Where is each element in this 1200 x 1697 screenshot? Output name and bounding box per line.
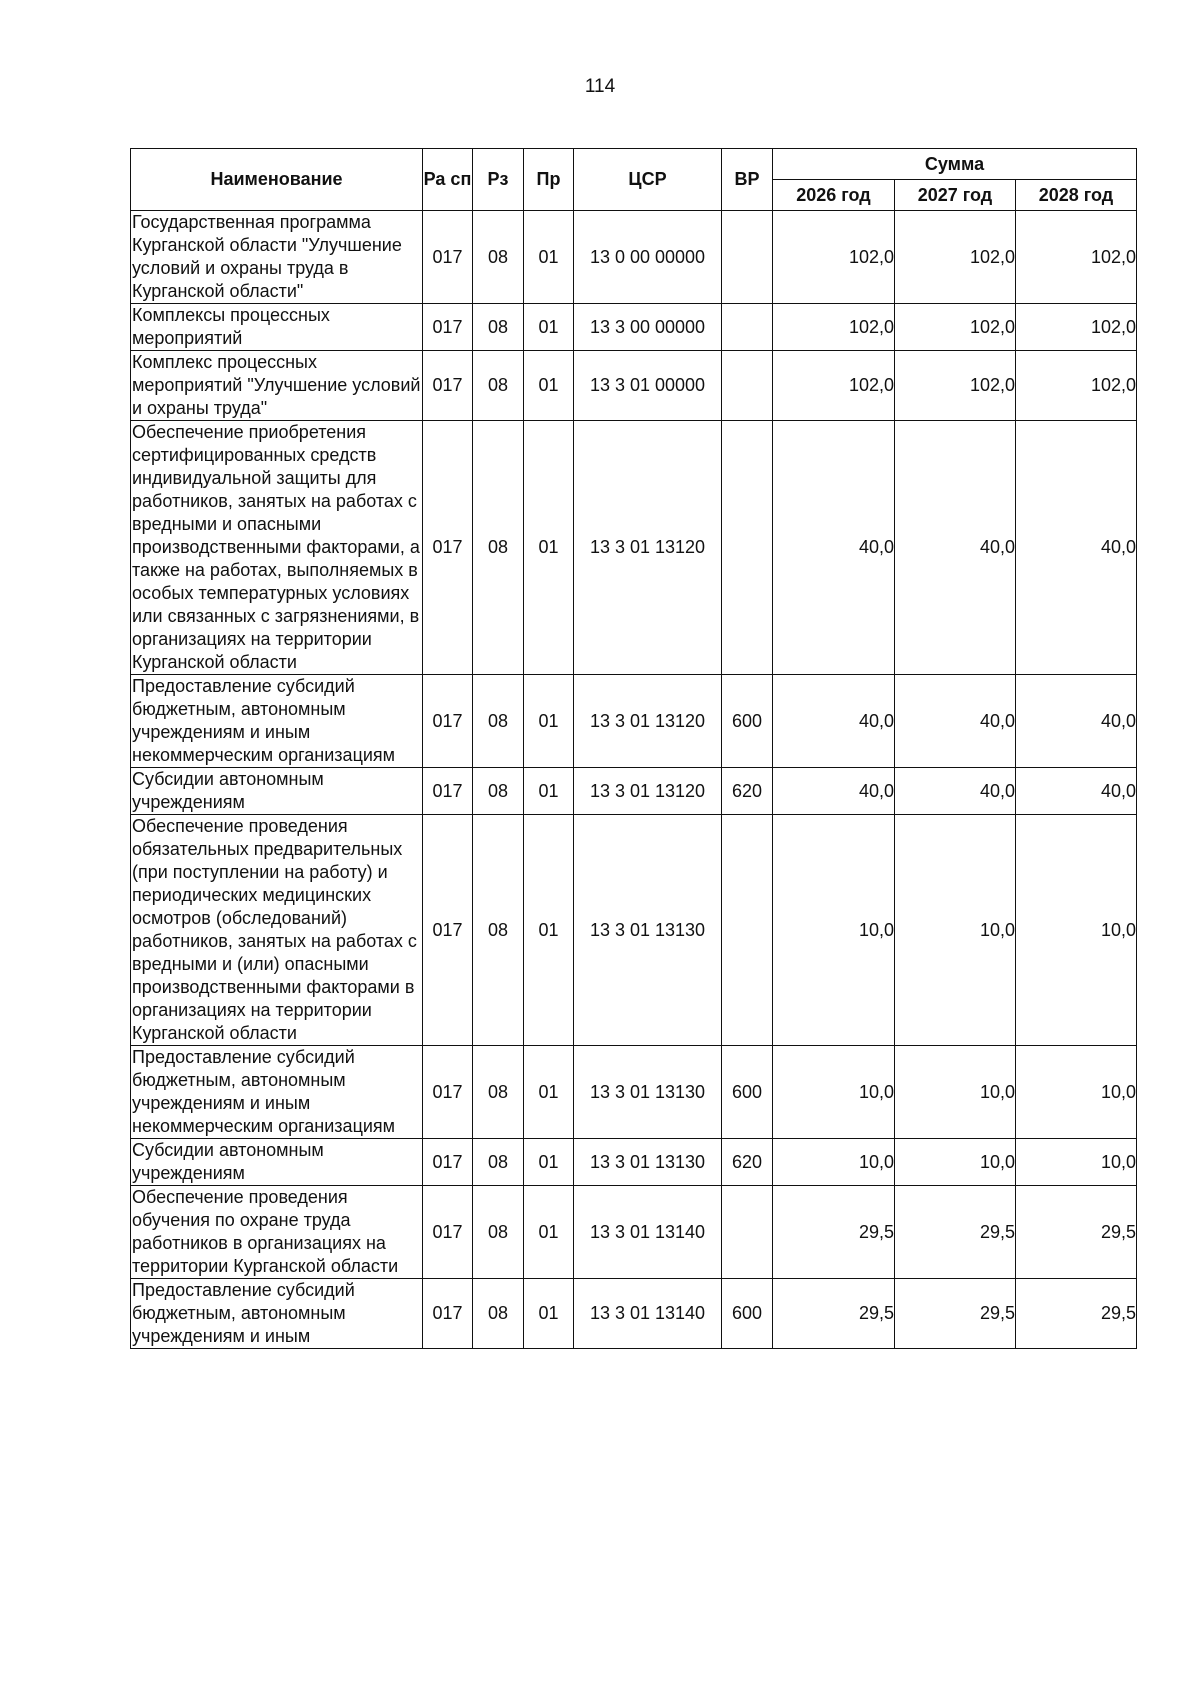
cell-name: Обеспечение проведения обучения по охране труда работников в организациях на территории Курганской области (131, 1186, 423, 1279)
cell-2026: 40,0 (773, 768, 895, 815)
cell-2027: 102,0 (895, 304, 1016, 351)
table-body (131, 211, 1137, 1349)
cell-vr: 620 (722, 1139, 773, 1186)
cell-2027: 40,0 (895, 768, 1016, 815)
cell-csr: 13 3 01 13120 (574, 675, 722, 768)
header-pr: Пр (524, 149, 574, 211)
cell-vr (722, 211, 773, 304)
cell-vr (722, 1186, 773, 1279)
cell-csr: 13 3 01 13130 (574, 1139, 722, 1186)
cell-2027: 102,0 (895, 211, 1016, 304)
cell-rz: 08 (473, 1186, 524, 1279)
cell-vr (722, 351, 773, 421)
cell-vr: 600 (722, 675, 773, 768)
cell-csr: 13 3 01 13130 (574, 815, 722, 1046)
cell-2028: 29,5 (1016, 1186, 1137, 1279)
cell-rz: 08 (473, 1279, 524, 1349)
cell-2027: 10,0 (895, 815, 1016, 1046)
table-row (131, 304, 1137, 351)
cell-name: Предоставление субсидий бюджетным, автономным учреждениям и иным (131, 1279, 423, 1349)
cell-2026: 102,0 (773, 304, 895, 351)
cell-vr (722, 421, 773, 675)
header-2026: 2026 год (773, 180, 895, 211)
cell-2026: 10,0 (773, 1046, 895, 1139)
page-number: 114 (584, 76, 616, 97)
cell-2027: 29,5 (895, 1186, 1016, 1279)
cell-name: Комплекс процессных мероприятий "Улучшение условий и охраны труда" (131, 351, 423, 421)
cell-rz: 08 (473, 675, 524, 768)
cell-csr: 13 0 00 00000 (574, 211, 722, 304)
cell-pr: 01 (524, 421, 574, 675)
cell-vr (722, 815, 773, 1046)
cell-vr (722, 304, 773, 351)
cell-rasp: 017 (423, 304, 473, 351)
table-row (131, 211, 1137, 304)
cell-pr: 01 (524, 211, 574, 304)
cell-rasp: 017 (423, 1046, 473, 1139)
cell-2027: 29,5 (895, 1279, 1016, 1349)
header-2027: 2027 год (895, 180, 1016, 211)
cell-2028: 40,0 (1016, 421, 1137, 675)
budget-table (130, 148, 1137, 1349)
cell-vr: 620 (722, 768, 773, 815)
cell-2027: 40,0 (895, 675, 1016, 768)
cell-rz: 08 (473, 1046, 524, 1139)
cell-pr: 01 (524, 675, 574, 768)
table-row (131, 1139, 1137, 1186)
cell-2028: 29,5 (1016, 1279, 1137, 1349)
cell-csr: 13 3 01 13120 (574, 768, 722, 815)
cell-csr: 13 3 01 13140 (574, 1279, 722, 1349)
cell-rz: 08 (473, 1139, 524, 1186)
cell-rz: 08 (473, 304, 524, 351)
cell-rasp: 017 (423, 1139, 473, 1186)
cell-2026: 29,5 (773, 1186, 895, 1279)
cell-2028: 102,0 (1016, 304, 1137, 351)
cell-2028: 40,0 (1016, 768, 1137, 815)
cell-rasp: 017 (423, 351, 473, 421)
cell-2026: 102,0 (773, 211, 895, 304)
cell-name: Обеспечение приобретения сертифицированных средств индивидуальной защиты для работников, занятых на работах с вредными и опасными производственными факторами, а также на работах, выполняемых в особых температурных условиях или связанных с загрязнениями, в организациях на территории Курганской области (131, 421, 423, 675)
cell-pr: 01 (524, 768, 574, 815)
cell-pr: 01 (524, 351, 574, 421)
header-rasp: Ра сп (423, 149, 473, 211)
cell-csr: 13 3 00 00000 (574, 304, 722, 351)
cell-rasp: 017 (423, 815, 473, 1046)
header-rz: Рз (473, 149, 524, 211)
cell-2026: 102,0 (773, 351, 895, 421)
header-csr: ЦСР (574, 149, 722, 211)
cell-csr: 13 3 01 13130 (574, 1046, 722, 1139)
table-row (131, 1186, 1137, 1279)
cell-rasp: 017 (423, 1186, 473, 1279)
cell-pr: 01 (524, 1279, 574, 1349)
cell-pr: 01 (524, 1046, 574, 1139)
cell-csr: 13 3 01 00000 (574, 351, 722, 421)
cell-pr: 01 (524, 815, 574, 1046)
cell-rz: 08 (473, 768, 524, 815)
header-name: Наименование (131, 149, 423, 211)
cell-vr: 600 (722, 1279, 773, 1349)
cell-vr: 600 (722, 1046, 773, 1139)
cell-name: Комплексы процессных мероприятий (131, 304, 423, 351)
cell-name: Субсидии автономным учреждениям (131, 768, 423, 815)
cell-rz: 08 (473, 421, 524, 675)
cell-name: Предоставление субсидий бюджетным, автономным учреждениям и иным некоммерческим организациям (131, 675, 423, 768)
table-row (131, 768, 1137, 815)
cell-rz: 08 (473, 815, 524, 1046)
cell-2028: 10,0 (1016, 1046, 1137, 1139)
header-2028: 2028 год (1016, 180, 1137, 211)
cell-2026: 10,0 (773, 815, 895, 1046)
cell-2026: 29,5 (773, 1279, 895, 1349)
cell-2027: 40,0 (895, 421, 1016, 675)
cell-2026: 40,0 (773, 421, 895, 675)
cell-2028: 102,0 (1016, 211, 1137, 304)
cell-name: Государственная программа Курганской области "Улучшение условий и охраны труда в Курганской области" (131, 211, 423, 304)
table-row (131, 1046, 1137, 1139)
cell-rz: 08 (473, 211, 524, 304)
table-row (131, 351, 1137, 421)
cell-pr: 01 (524, 304, 574, 351)
table-row (131, 675, 1137, 768)
cell-name: Предоставление субсидий бюджетным, автономным учреждениям и иным некоммерческим организациям (131, 1046, 423, 1139)
cell-2028: 102,0 (1016, 351, 1137, 421)
cell-csr: 13 3 01 13120 (574, 421, 722, 675)
cell-2028: 10,0 (1016, 815, 1137, 1046)
cell-rasp: 017 (423, 211, 473, 304)
cell-rasp: 017 (423, 421, 473, 675)
cell-2027: 10,0 (895, 1139, 1016, 1186)
cell-2026: 10,0 (773, 1139, 895, 1186)
cell-rasp: 017 (423, 1279, 473, 1349)
cell-pr: 01 (524, 1139, 574, 1186)
cell-rasp: 017 (423, 768, 473, 815)
cell-csr: 13 3 01 13140 (574, 1186, 722, 1279)
cell-2028: 40,0 (1016, 675, 1137, 768)
cell-2027: 10,0 (895, 1046, 1016, 1139)
cell-2028: 10,0 (1016, 1139, 1137, 1186)
header-sum: Сумма (773, 149, 1137, 180)
table-row (131, 1279, 1137, 1349)
cell-2027: 102,0 (895, 351, 1016, 421)
header-vr: ВР (722, 149, 773, 211)
cell-2026: 40,0 (773, 675, 895, 768)
cell-rz: 08 (473, 351, 524, 421)
cell-name: Обеспечение проведения обязательных предварительных (при поступлении на работу) и периодических медицинских осмотров (обследований) работников, занятых на работах с вредными и (или) опасными производственными факторами в организациях на территории Курганской области (131, 815, 423, 1046)
table-row (131, 815, 1137, 1046)
cell-pr: 01 (524, 1186, 574, 1279)
table-row (131, 421, 1137, 675)
cell-name: Субсидии автономным учреждениям (131, 1139, 423, 1186)
cell-rasp: 017 (423, 675, 473, 768)
